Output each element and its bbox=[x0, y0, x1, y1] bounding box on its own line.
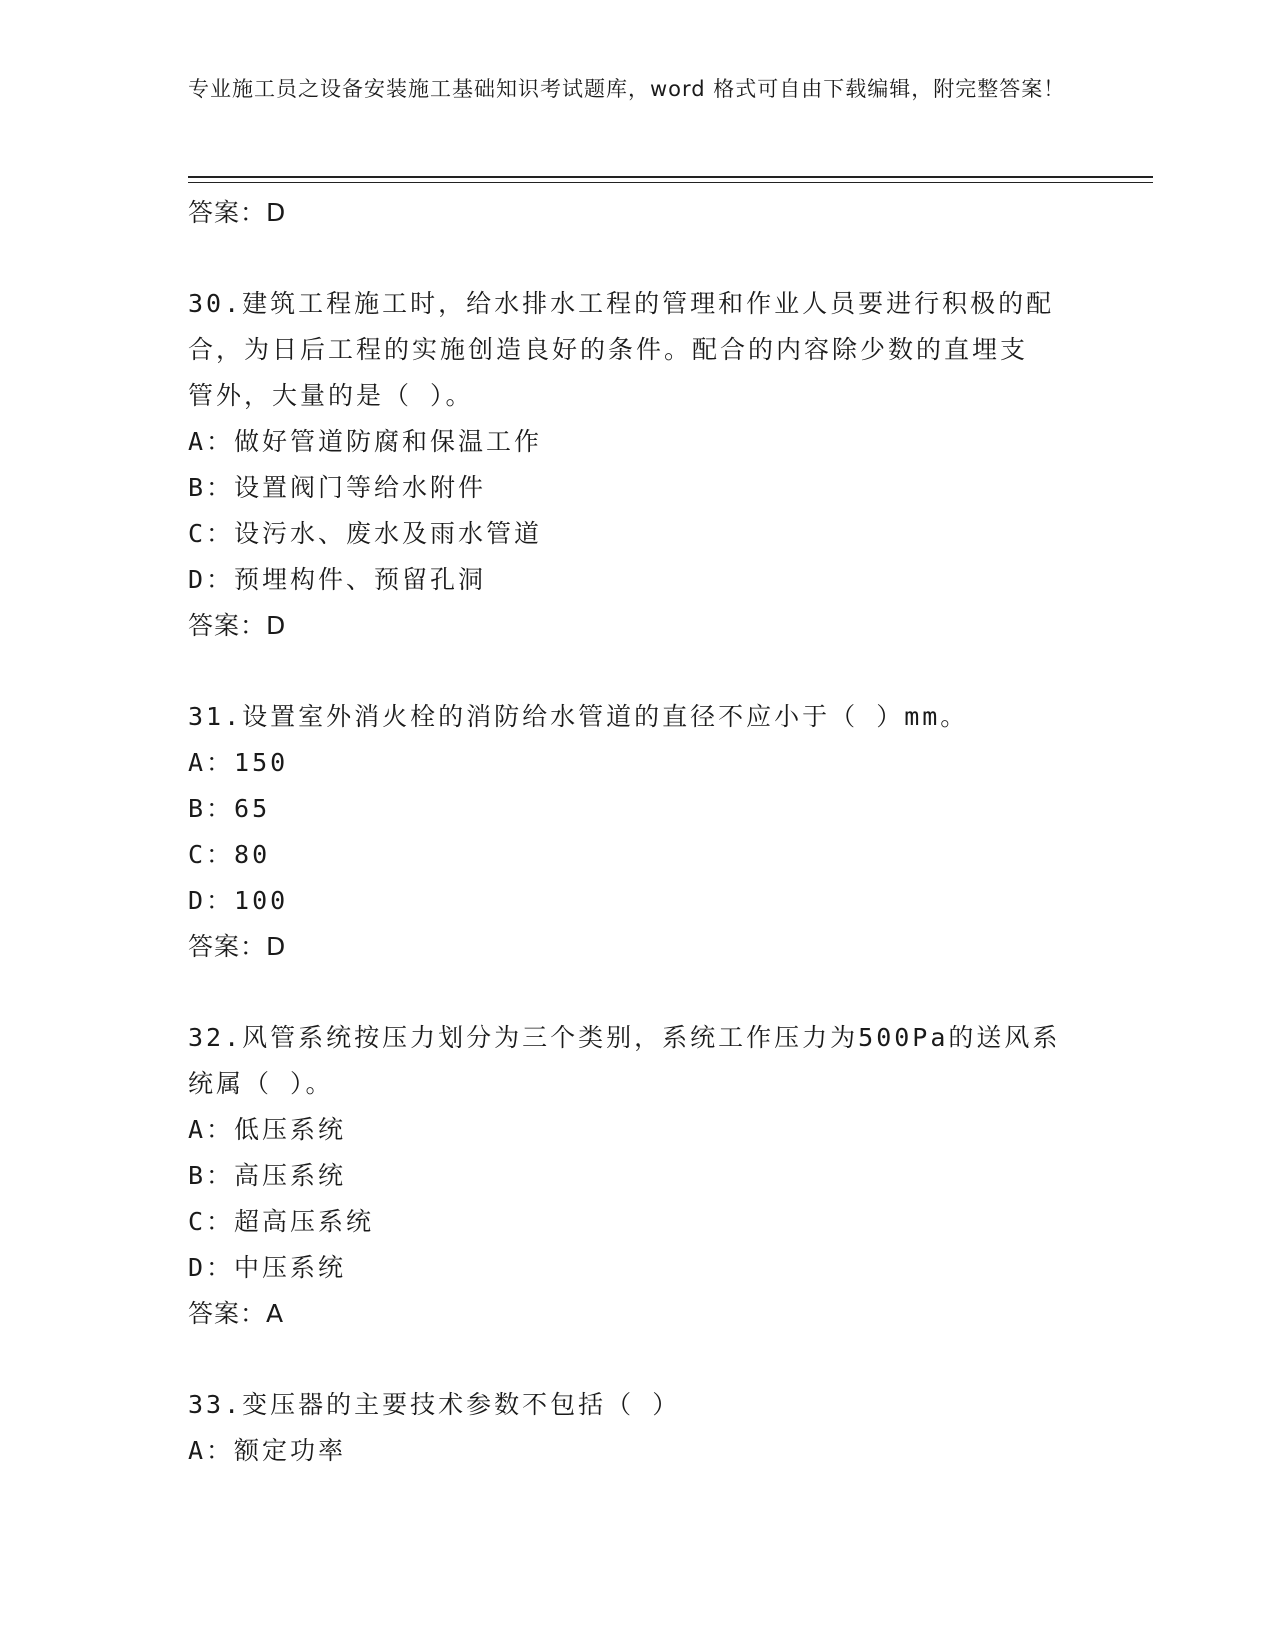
option-d: D：预埋构件、预留孔洞 bbox=[188, 565, 487, 594]
question-stem bbox=[188, 1382, 1088, 1428]
header-rule-thick bbox=[188, 176, 1153, 178]
question-31 bbox=[188, 694, 1088, 970]
stem-line: 合，为日后工程的实施创造良好的条件。配合的内容除少数的直埋支 bbox=[188, 335, 1029, 364]
stem-line: 33.变压器的主要技术参数不包括（ ） bbox=[188, 1390, 681, 1419]
question-30 bbox=[188, 281, 1088, 649]
option-b: B：高压系统 bbox=[188, 1161, 347, 1190]
stem-line: 统属（ ）。 bbox=[188, 1069, 334, 1098]
stem-line: 31.设置室外消火栓的消防给水管道的直径不应小于（ ）mm。 bbox=[188, 702, 969, 731]
option-d: D：中压系统 bbox=[188, 1253, 347, 1282]
question-stem bbox=[188, 1015, 1088, 1107]
option-c: C：超高压系统 bbox=[188, 1207, 375, 1236]
question-list bbox=[188, 190, 1088, 1474]
answer-line: 答案：D bbox=[188, 198, 287, 227]
option-b: B：65 bbox=[188, 794, 271, 823]
option-d: D：100 bbox=[188, 886, 289, 915]
answer-line: 答案：D bbox=[188, 932, 287, 961]
answer-line: 答案：A bbox=[188, 1299, 285, 1328]
option-a: A：150 bbox=[188, 748, 289, 777]
stem-line: 管外，大量的是（ ）。 bbox=[188, 381, 474, 410]
question-33 bbox=[188, 1382, 1088, 1474]
option-c: C：80 bbox=[188, 840, 271, 869]
answer-line: 答案：D bbox=[188, 611, 287, 640]
document-header bbox=[188, 72, 1068, 106]
question-stem bbox=[188, 694, 1088, 740]
option-a: A：低压系统 bbox=[188, 1115, 347, 1144]
stem-line: 30.建筑工程施工时，给水排水工程的管理和作业人员要进行积极的配 bbox=[188, 289, 1055, 318]
option-c: C：设污水、废水及雨水管道 bbox=[188, 519, 543, 548]
option-a: A：做好管道防腐和保温工作 bbox=[188, 427, 543, 456]
question-32 bbox=[188, 1015, 1088, 1337]
header-text: 专业施工员之设备安装施工基础知识考试题库，word 格式可自由下载编辑，附完整答案！ bbox=[188, 77, 1066, 101]
header-rule-thin bbox=[188, 182, 1153, 183]
option-b: B：设置阀门等给水附件 bbox=[188, 473, 487, 502]
option-a: A：额定功率 bbox=[188, 1436, 347, 1465]
question-stem bbox=[188, 281, 1088, 419]
stem-line: 32.风管系统按压力划分为三个类别，系统工作压力为500Pa的送风系 bbox=[188, 1023, 1061, 1052]
